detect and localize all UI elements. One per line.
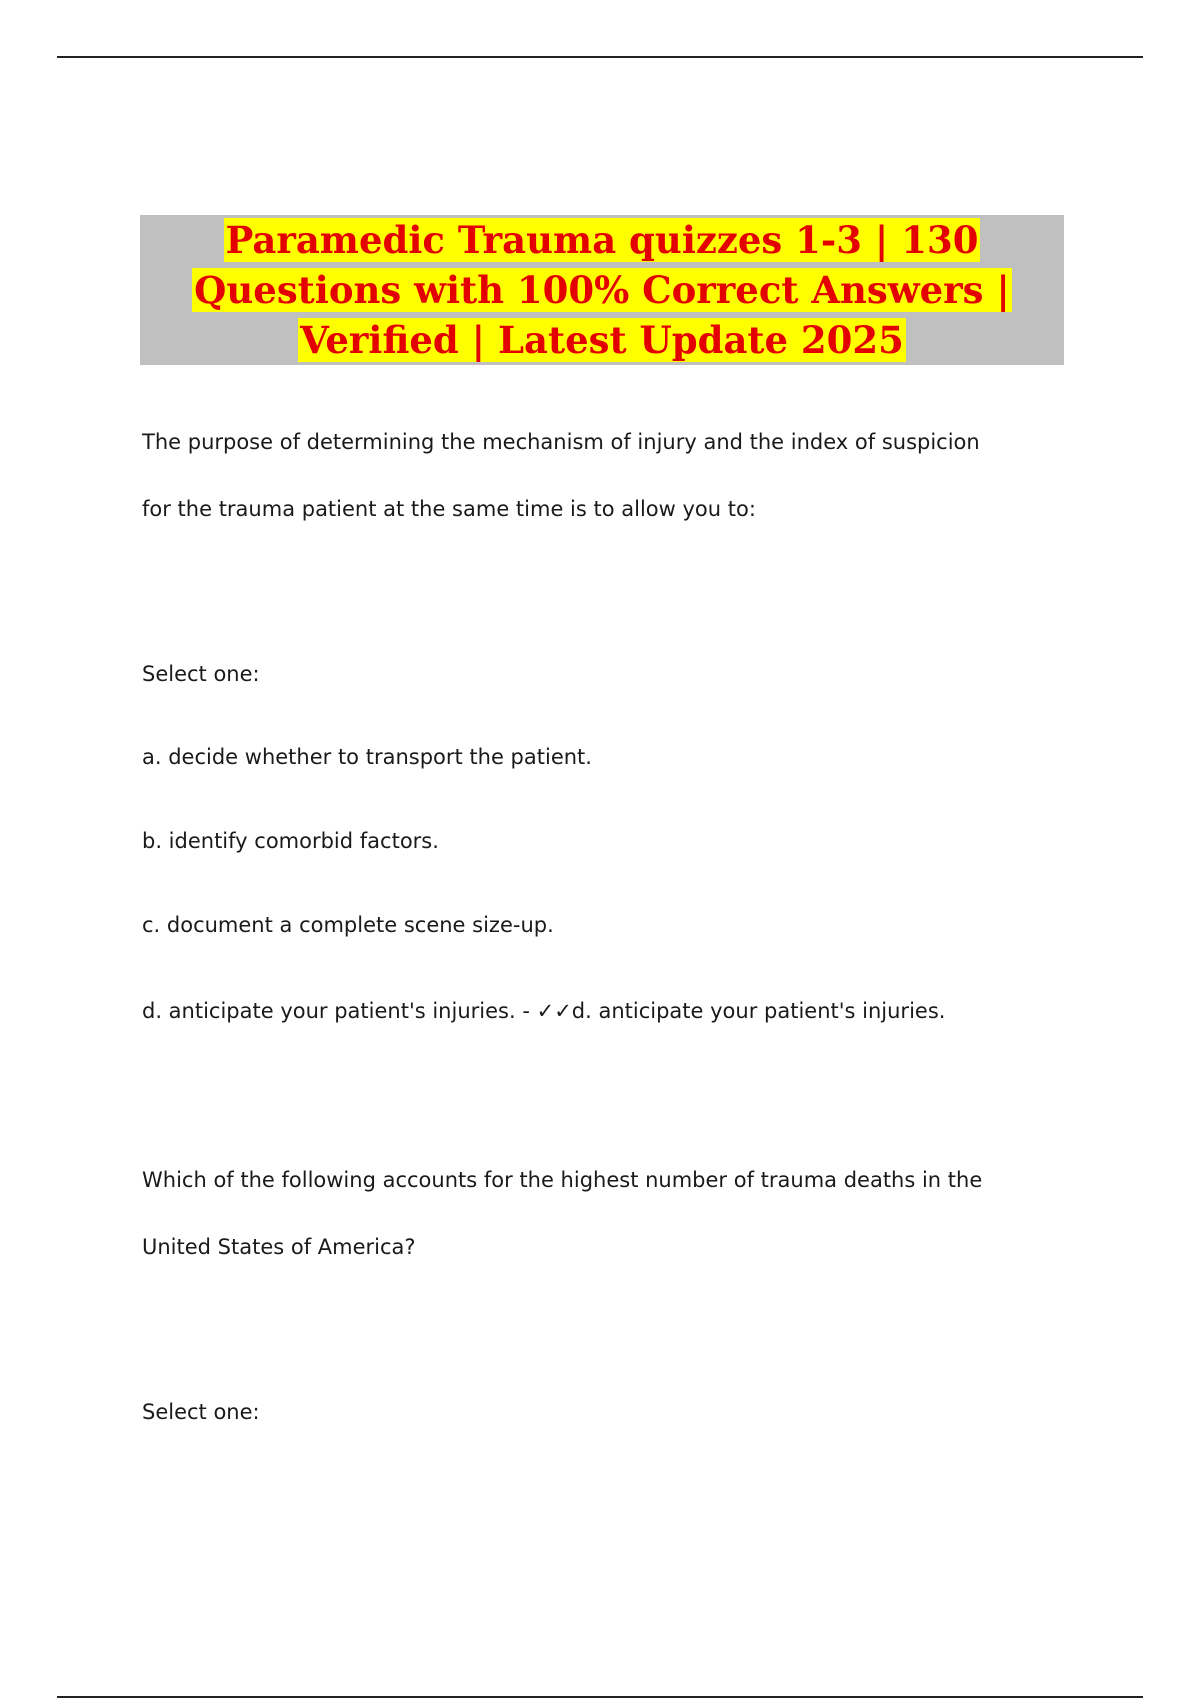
- top-rule: [57, 56, 1143, 58]
- question-1-option-b: b. identify comorbid factors.: [142, 829, 439, 853]
- document-title: [140, 215, 1064, 365]
- question-1-select-prompt: Select one:: [142, 662, 260, 686]
- question-1-option-c: c. document a complete scene size-up.: [142, 913, 554, 937]
- question-2-stem-line-1: Which of the following accounts for the highest number of trauma deaths in the: [142, 1168, 983, 1192]
- question-1-option-d: d. anticipate your patient's injuries. -: [142, 999, 530, 1023]
- question-1-answer: d. anticipate your patient's injuries.: [571, 999, 946, 1023]
- question-1-option-a: a. decide whether to transport the patient.: [142, 745, 592, 769]
- question-2-stem-line-2: United States of America?: [142, 1235, 416, 1259]
- question-2-select-prompt: Select one:: [142, 1400, 260, 1424]
- question-1-option-d-with-answer: [142, 997, 945, 1025]
- bottom-rule: [57, 1696, 1143, 1698]
- title-highlight: Paramedic Trauma quizzes 1-3 | 130 Questions with 100% Correct Answers | Verified | Latest Update 2025: [194, 218, 1010, 362]
- double-check-icon: ✓✓: [536, 999, 572, 1023]
- question-1-stem-line-1: The purpose of determining the mechanism of injury and the index of suspicion: [142, 430, 980, 454]
- question-1-stem-line-2: for the trauma patient at the same time is to allow you to:: [142, 497, 756, 521]
